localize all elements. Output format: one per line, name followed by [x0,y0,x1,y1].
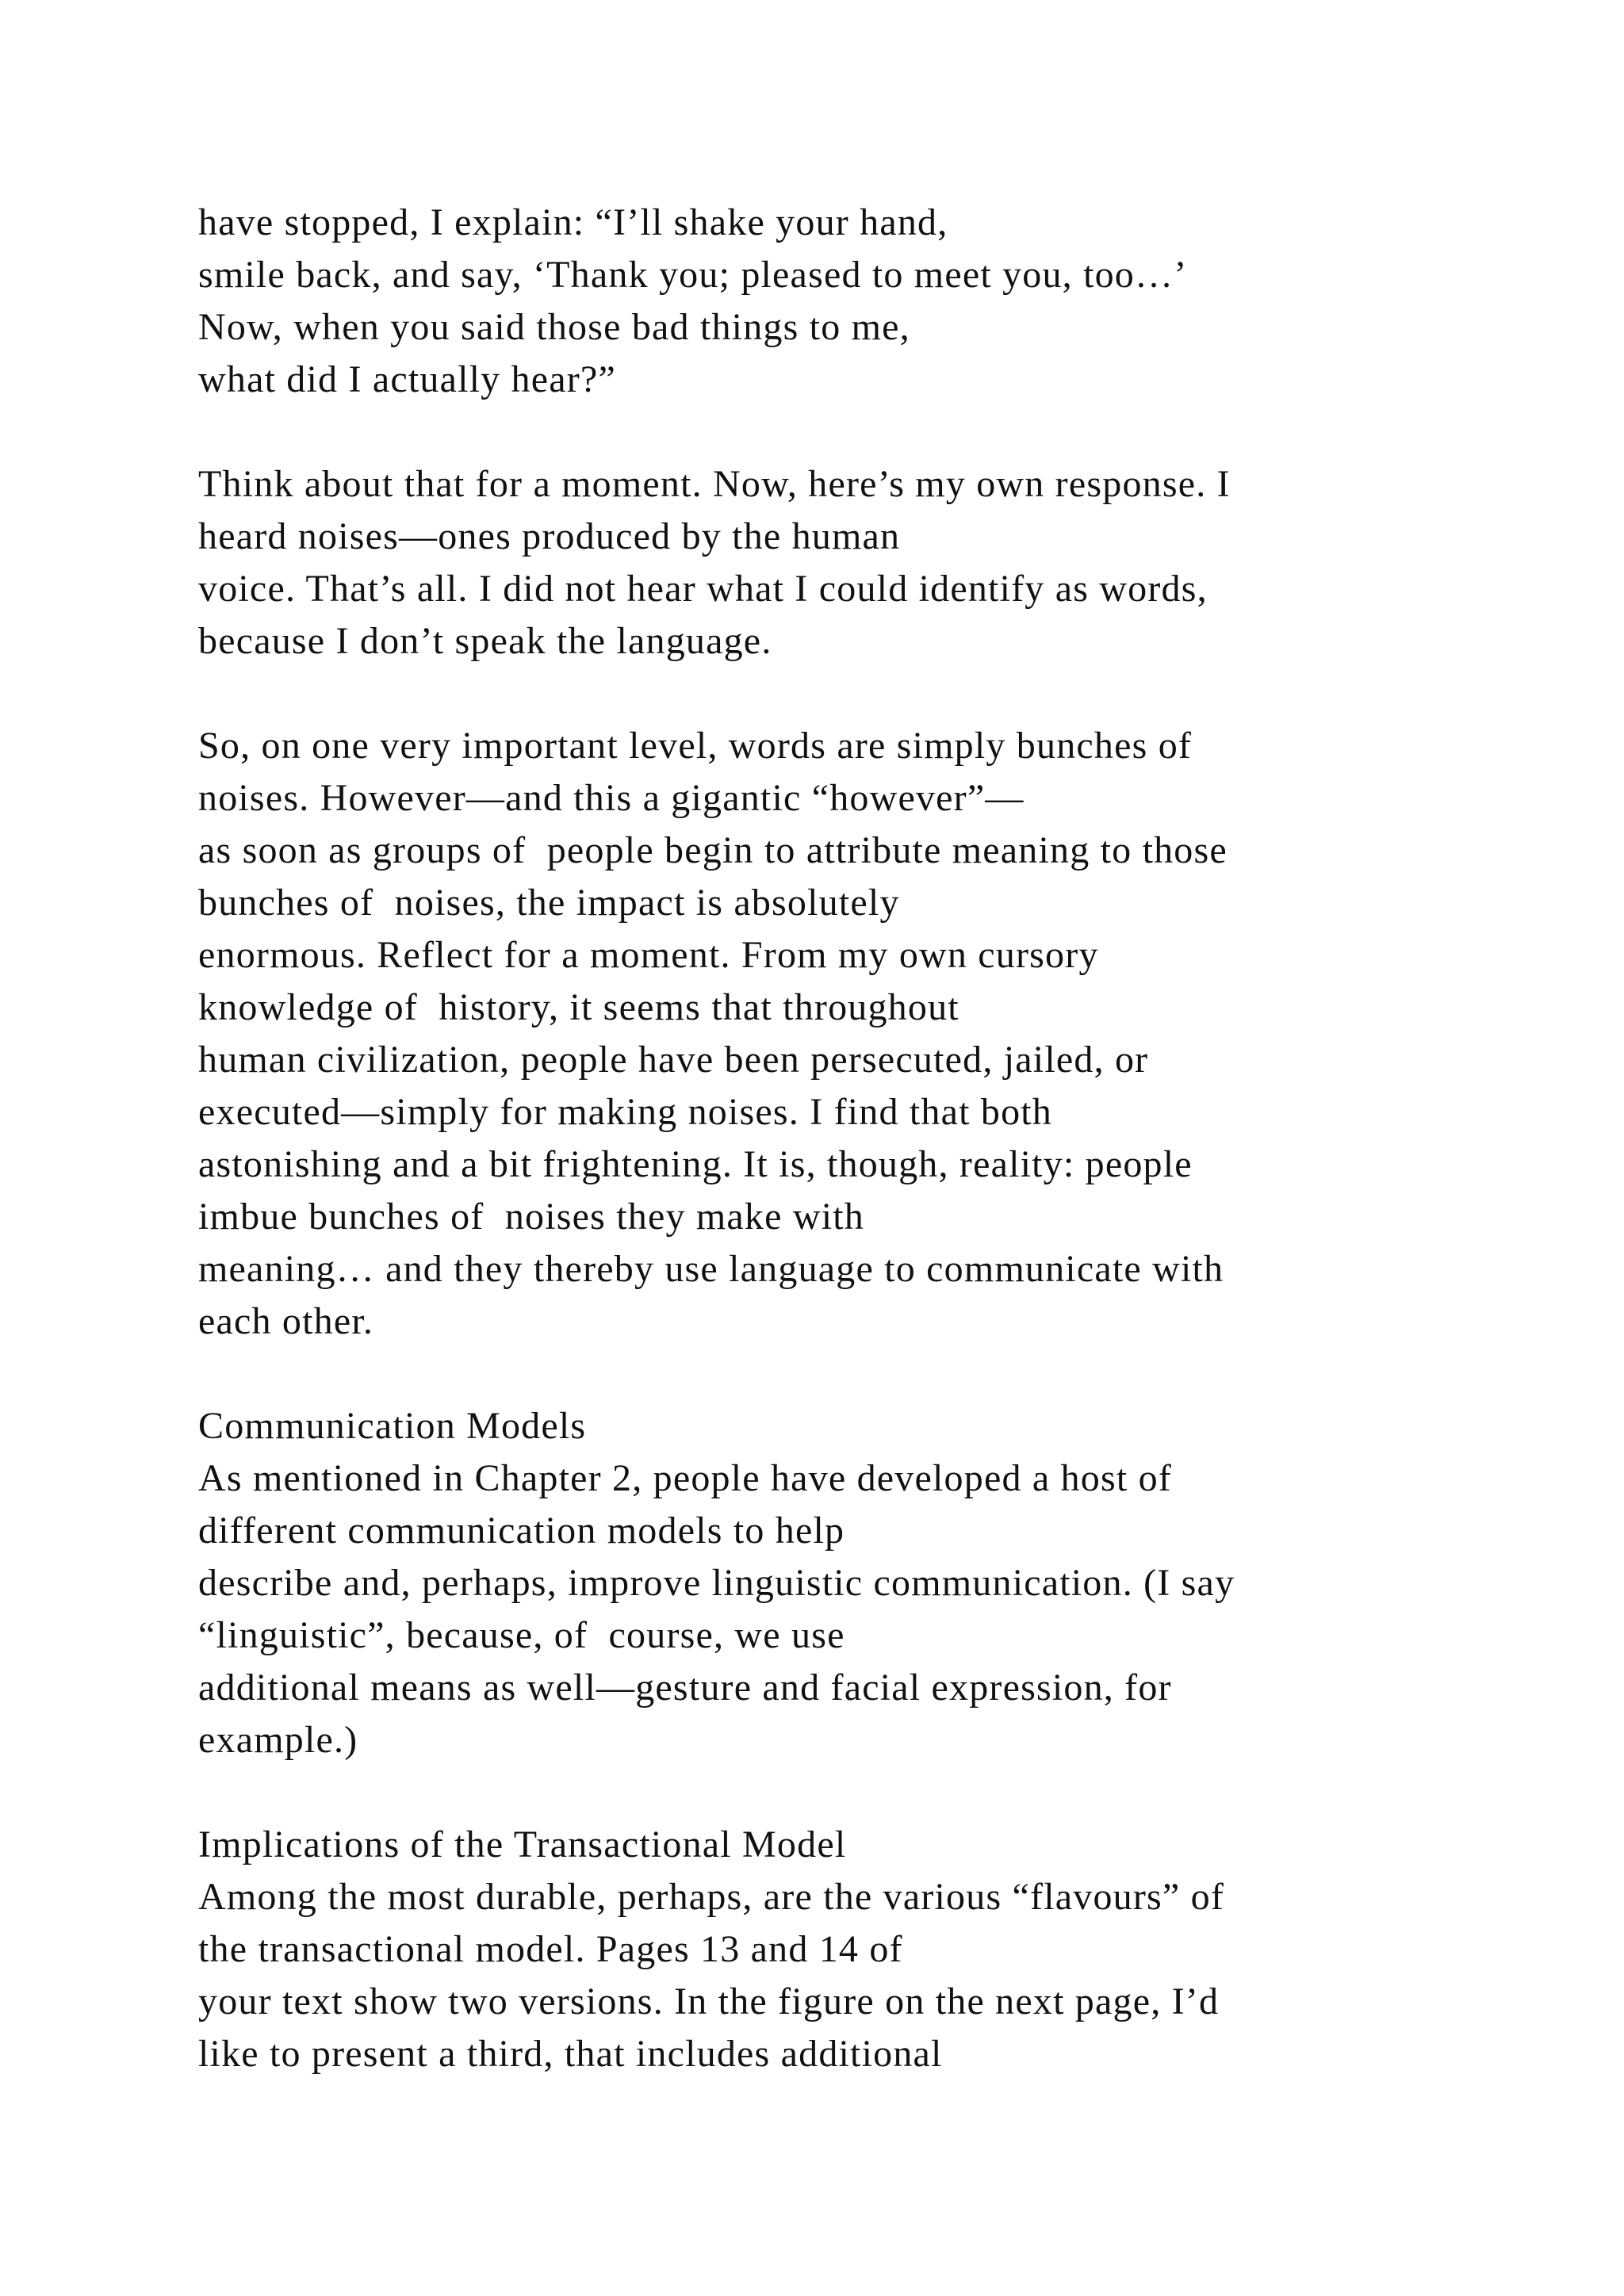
text-line: heard noises—ones produced by the human [198,515,901,557]
text-line: So, on one very important level, words are simply bunches of [198,725,1193,767]
paragraph-5 [198,1819,1546,2080]
paragraph-2 [198,458,1546,668]
text-line: have stopped, I explain: “I’ll shake your hand, [198,201,948,243]
text-line: astonishing and a bit frightening. It is, though, reality: people [198,1143,1193,1185]
text-line: bunches of noises, the impact is absolutely [198,882,900,924]
section-heading: Communication Models [198,1405,587,1447]
text-line: knowledge of history, it seems that throughout [198,986,959,1028]
text-line: like to present a third, that includes additional [198,2033,943,2075]
text-line: noises. However—and this a gigantic “however”— [198,777,1025,819]
section-heading: Implications of the Transactional Model [198,1823,847,1866]
text-line: imbue bunches of noises they make with [198,1196,864,1238]
text-line: smile back, and say, ‘Thank you; pleased to meet you, too…’ [198,254,1188,296]
text-line: your text show two versions. In the figure on the next page, I’d [198,1980,1220,2022]
text-line: meaning… and they thereby use language to communicate with [198,1248,1224,1290]
paragraph-3 [198,720,1546,1348]
text-line: Think about that for a moment. Now, here’s my own response. I [198,463,1231,505]
text-line: because I don’t speak the language. [198,620,772,662]
text-line: voice. That’s all. I did not hear what I could identify as words, [198,568,1208,610]
text-line: different communication models to help [198,1510,845,1552]
text-line: Now, when you said those bad things to me, [198,306,910,348]
body-text [198,197,1546,2080]
text-line: the transactional model. Pages 13 and 14 of [198,1928,903,1970]
paragraph-4 [198,1400,1546,1766]
text-line: each other. [198,1300,374,1342]
text-line: example.) [198,1719,358,1761]
text-line: describe and, perhaps, improve linguistic communication. (I say [198,1562,1235,1604]
paragraph-1 [198,197,1546,406]
text-line: “linguistic”, because, of course, we use [198,1614,845,1656]
text-line: Among the most durable, perhaps, are the various “flavours” of [198,1876,1225,1918]
text-line: additional means as well—gesture and facial expression, for [198,1667,1172,1709]
text-line: what did I actually hear?” [198,358,616,400]
text-line: enormous. Reflect for a moment. From my own cursory [198,934,1099,976]
text-line: As mentioned in Chapter 2, people have developed a host of [198,1457,1172,1499]
text-line: human civilization, people have been persecuted, jailed, or [198,1039,1149,1081]
text-line: as soon as groups of people begin to attribute meaning to those [198,829,1228,871]
text-line: executed—simply for making noises. I find that both [198,1091,1053,1133]
